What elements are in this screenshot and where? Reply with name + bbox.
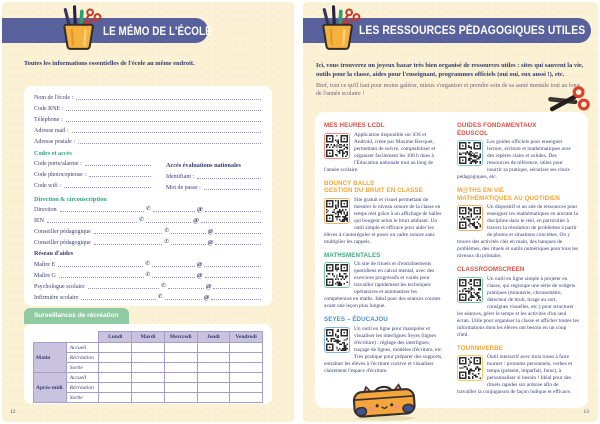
contact-row: Direction ✆ @ [34, 204, 262, 215]
dotted-line [64, 187, 151, 188]
form-field: Code wifi : [34, 180, 152, 191]
contact-row: Psychologue scolaire ✆ @ [34, 281, 262, 292]
phone-icon: ✆ [146, 206, 151, 213]
contact-row: Conseiller pédagogique ✆ @ [34, 226, 262, 237]
at-icon: @ [207, 238, 214, 246]
resource-classroomscreen [457, 266, 579, 339]
row-label: Accueil [66, 373, 99, 383]
form-field: Code porte/alarme : [34, 158, 152, 169]
form-field: Mot de passe : [166, 182, 262, 193]
phone-icon: ✆ [145, 272, 151, 279]
table-cell [132, 383, 165, 393]
phone-icon: ✆ [164, 228, 170, 235]
table-cell [230, 393, 263, 403]
page-number: 12 [10, 409, 16, 415]
codes-columns [34, 158, 262, 193]
resources-column-right [457, 122, 579, 423]
table-cell [230, 383, 263, 393]
dotted-line [152, 266, 195, 267]
day-header: Vendredi [230, 332, 263, 343]
table-cell [197, 383, 230, 393]
dotted-line [76, 99, 261, 100]
dotted-line [205, 211, 261, 212]
resource-tourniverbe [457, 345, 579, 397]
table-cell [132, 393, 165, 403]
dotted-line [60, 211, 144, 212]
evaluations-heading: Accès évaluations nationales [166, 161, 241, 169]
table-cell [197, 393, 230, 403]
table-cell [99, 383, 132, 393]
resource-title: MATHSMENTALES [324, 251, 381, 259]
qr-code [324, 262, 350, 288]
group-label: Matin [34, 343, 67, 373]
dotted-line [94, 244, 163, 245]
table-cell [197, 353, 230, 363]
form-field: Nom de l'école : [34, 92, 262, 103]
recess-schedule-table [33, 331, 263, 403]
qr-code [457, 140, 483, 166]
at-icon: @ [193, 216, 199, 224]
table-cell [99, 373, 132, 383]
resource-title: GUIDES FONDAMENTAUX ÉDUSCOL [457, 122, 537, 137]
pencil-cup-icon [313, 5, 365, 51]
at-icon: @ [205, 282, 212, 290]
table-cell [230, 353, 263, 363]
table-cell [99, 393, 132, 403]
resource-title: SEYES – ÉDUCAJOU [324, 316, 388, 323]
dotted-line [66, 110, 261, 111]
table-cell [164, 343, 197, 353]
table-cell [197, 363, 230, 373]
table-cell [99, 353, 132, 363]
resource-seyes-educajou [324, 316, 446, 375]
form-field: Adresse mail : [34, 125, 262, 136]
table-cell [197, 343, 230, 353]
resource-title: BOUNCY BALLS GESTION DU BRUIT EN CLASSE [324, 179, 423, 194]
at-icon: @ [203, 293, 210, 301]
dotted-line [171, 244, 205, 245]
resource-title: TOURNIVERBE [457, 344, 504, 352]
page-title: LES RESSOURCES PÉDAGOGIQUES UTILES [359, 24, 586, 37]
right-intro-regular: Bref, tout ce qu'il faut pour moins galérer, mieux s'organiser et prendre soin de sa santé mentale tout au long de l'année scolaire ! [316, 83, 580, 98]
resource-description: Un outil en ligne pour manipuler et visualiser les interlignes Seyes (lignes d'écriture) : réglage des interlignes, traçage de lignes, modèles d'écriture, etc. Très pratique pour préparer des supports, entraîner les élèves à l'écriture cursive et visualiser clairement l'espace d'écriture. [324, 325, 443, 374]
resource-title: M@THS EN-VIE MATHÉMATIQUES AU QUOTIDIEN [457, 187, 560, 202]
phone-icon: ✆ [139, 217, 145, 224]
dotted-line [94, 233, 163, 234]
form-field: Code photocopieuse : [34, 169, 152, 180]
row-label: Récréation [66, 353, 99, 363]
dotted-line [204, 266, 261, 267]
dotted-line [146, 222, 191, 223]
dotted-line [215, 244, 261, 245]
dotted-line [165, 299, 202, 300]
table-cell [164, 363, 197, 373]
row-label: Sortie [66, 363, 99, 373]
form-field: Adresse postale : [34, 136, 262, 147]
qr-code [457, 355, 483, 381]
resource-mes-heures-lcdl [324, 122, 446, 174]
table-cell [132, 343, 165, 353]
resources-column-left [324, 122, 446, 423]
form-field: Identifiant : [166, 171, 262, 182]
table-cell [164, 353, 197, 363]
contact-row: Maître G ✆ @ [34, 270, 262, 281]
table-cell [132, 353, 165, 363]
dotted-line [89, 176, 151, 177]
phone-icon: ✆ [164, 239, 170, 246]
dotted-line [153, 211, 195, 212]
scissors-icon [546, 86, 592, 116]
right-intro-bold: Ici, vous trouverez un joyeux bazar très bien organisé de ressources utiles : sites qui sauvent la vie, outils pour la classe, aides pour l'enseignant, programmes officiels (oui oui, eux aussi !), etc. [316, 62, 584, 78]
resource-title: CLASSROOMSCREEN [457, 266, 525, 273]
left-page [2, 2, 294, 422]
day-header: Mardi [132, 332, 165, 343]
table-cell [164, 373, 197, 383]
table-cell [99, 363, 132, 373]
dotted-line [72, 132, 261, 133]
dotted-line [168, 288, 204, 289]
resource-description: Un site de rituels et d'entraînements quotidiens en calcul mental, avec des exercices progressifs et variés pour travailler rapidement les techniques opératoires et automatiser les compétences en maths. Idéal pour des séances courtes avant une leçon plus longue. [324, 261, 441, 309]
resource-bouncy-balls [324, 180, 446, 246]
qr-code [457, 205, 483, 231]
dotted-line [81, 299, 155, 300]
recess-badge: Surveillances de récréation [24, 308, 129, 324]
group-label: Après-midi [34, 373, 67, 403]
network-heading: Réseau d'aides [34, 249, 74, 257]
qr-code [324, 198, 350, 224]
row-label: Accueil [66, 343, 99, 353]
at-icon: @ [196, 271, 203, 279]
phone-icon: ✆ [157, 294, 163, 301]
resources-card [315, 112, 588, 408]
section-heading-direction: Direction & circonscription [34, 196, 107, 203]
dotted-line [201, 222, 261, 223]
phone-icon: ✆ [145, 261, 151, 268]
dotted-line [205, 277, 261, 278]
resource-description: Un dispositif et un site de ressources pour enseigner les mathématiques en ancrant la discipline dans le réel, en particulier à travers la résolution de problèmes à partir de photos et situations concrètes. On y trouve des activités clés en main, des banques de problèmes, des rituels et outils numériques pour tous les niveaux du primaire. [457, 204, 579, 259]
resource-guides-eduscol [457, 122, 579, 181]
table-cell [230, 373, 263, 383]
phone-icon: ✆ [161, 283, 167, 290]
at-icon: @ [207, 227, 214, 235]
page-number: 13 [583, 409, 589, 415]
at-icon: @ [197, 205, 203, 213]
dotted-line [78, 143, 261, 144]
page-title: LE MÉMO DE L'ÉCOLE [103, 23, 212, 38]
dotted-line [66, 121, 262, 122]
left-intro-text: Toutes les informations essentielles de l'école au même endroit. [24, 60, 195, 67]
row-label: Sortie [66, 393, 99, 403]
resource-description: Outil interactif avec trois roues à faire tourner : pronoms personnels, verbes et temps (présent, imparfait, futur), à personnaliser si besoin ! Idéal pour des rituels rapides sur ardoise afin de travailler la conjugaison de façon ludique et efficace. [457, 354, 573, 395]
dotted-line [215, 233, 261, 234]
contact-row: Conseiller pédagogique ✆ @ [34, 237, 262, 248]
resource-description: Un outil en ligne simple à projeter en classe, qui regroupe une série de widgets pratiques (minuterie, chronomètre, détecteur de bruit, tirage au sort, consignes visuelles, etc.) pour structurer les séances, gérer le temps et les activités d'un seul écran. Utile pour organiser la classe et afficher toutes les informations dont les élèves ont besoin en un coup d'œil. [457, 275, 579, 338]
table-cell [99, 343, 132, 353]
form-field: Téléphone : [34, 114, 262, 125]
at-icon: @ [196, 260, 203, 268]
dotted-line [211, 299, 261, 300]
section-heading-codes: Codes et accès [34, 150, 72, 157]
qr-code [324, 327, 350, 353]
qr-code [457, 277, 483, 303]
pencil-cup-icon [54, 5, 106, 51]
form-field: Code RNE : [34, 103, 262, 114]
contact-row: Infirmière scolaire ✆ @ [34, 292, 262, 303]
table-cell [197, 373, 230, 383]
table-cell [164, 383, 197, 393]
qr-code [324, 133, 350, 159]
day-header: Mercredi [164, 332, 197, 343]
table-cell [132, 363, 165, 373]
dotted-line [59, 277, 144, 278]
table-corner [34, 332, 99, 343]
dotted-line [213, 288, 261, 289]
table-cell [132, 373, 165, 383]
resource-maths-en-vie [457, 187, 579, 260]
resource-description: Application disponible sur iOS et Android, créée par Maxime Becquet, permettant de suivre, comptabiliser et organiser facilement les 108 h dues à l'Éducation nationale tout au long de l'année scolaire. [324, 131, 436, 173]
recess-table-card [24, 324, 272, 404]
resource-title: MES HEURES LCDL [324, 122, 385, 129]
school-info-card [24, 86, 272, 306]
row-label: Récréation [66, 383, 99, 393]
right-page [303, 2, 598, 422]
contact-row: IEN ✆ @ [34, 215, 262, 226]
dotted-line [197, 178, 261, 179]
resource-description: Site gratuit et visuel permettant de mesurer le niveau sonore de la classe en temps réel grâce à un affichage de balles qui bougent selon le bruit ambiant. Un outil simple et efficace pour aider les élèves à s'autoréguler et poser un cadre sonore sans multiplier les rappels. [324, 196, 442, 245]
dotted-line [88, 288, 159, 289]
resource-mathsmentales [324, 252, 446, 311]
dotted-line [204, 189, 261, 190]
day-header: Jeudi [197, 332, 230, 343]
day-header: Lundi [99, 332, 132, 343]
pencil-case-illustration [346, 381, 424, 423]
dotted-line [152, 277, 194, 278]
resource-description: Les guides officiels pour enseigner lecture, écriture et mathématiques avec des repères clairs et solides. Des ressources de référence, utiles pour nourrir sa pratique, sécuriser ses choix pédagogiques, etc. [457, 139, 572, 180]
table-cell [164, 393, 197, 403]
table-cell [230, 363, 263, 373]
table-cell [230, 343, 263, 353]
dotted-line [47, 222, 137, 223]
dotted-line [171, 233, 205, 234]
dotted-line [58, 266, 143, 267]
contact-row: Maître E ✆ @ [34, 259, 262, 270]
dotted-line [85, 165, 151, 166]
